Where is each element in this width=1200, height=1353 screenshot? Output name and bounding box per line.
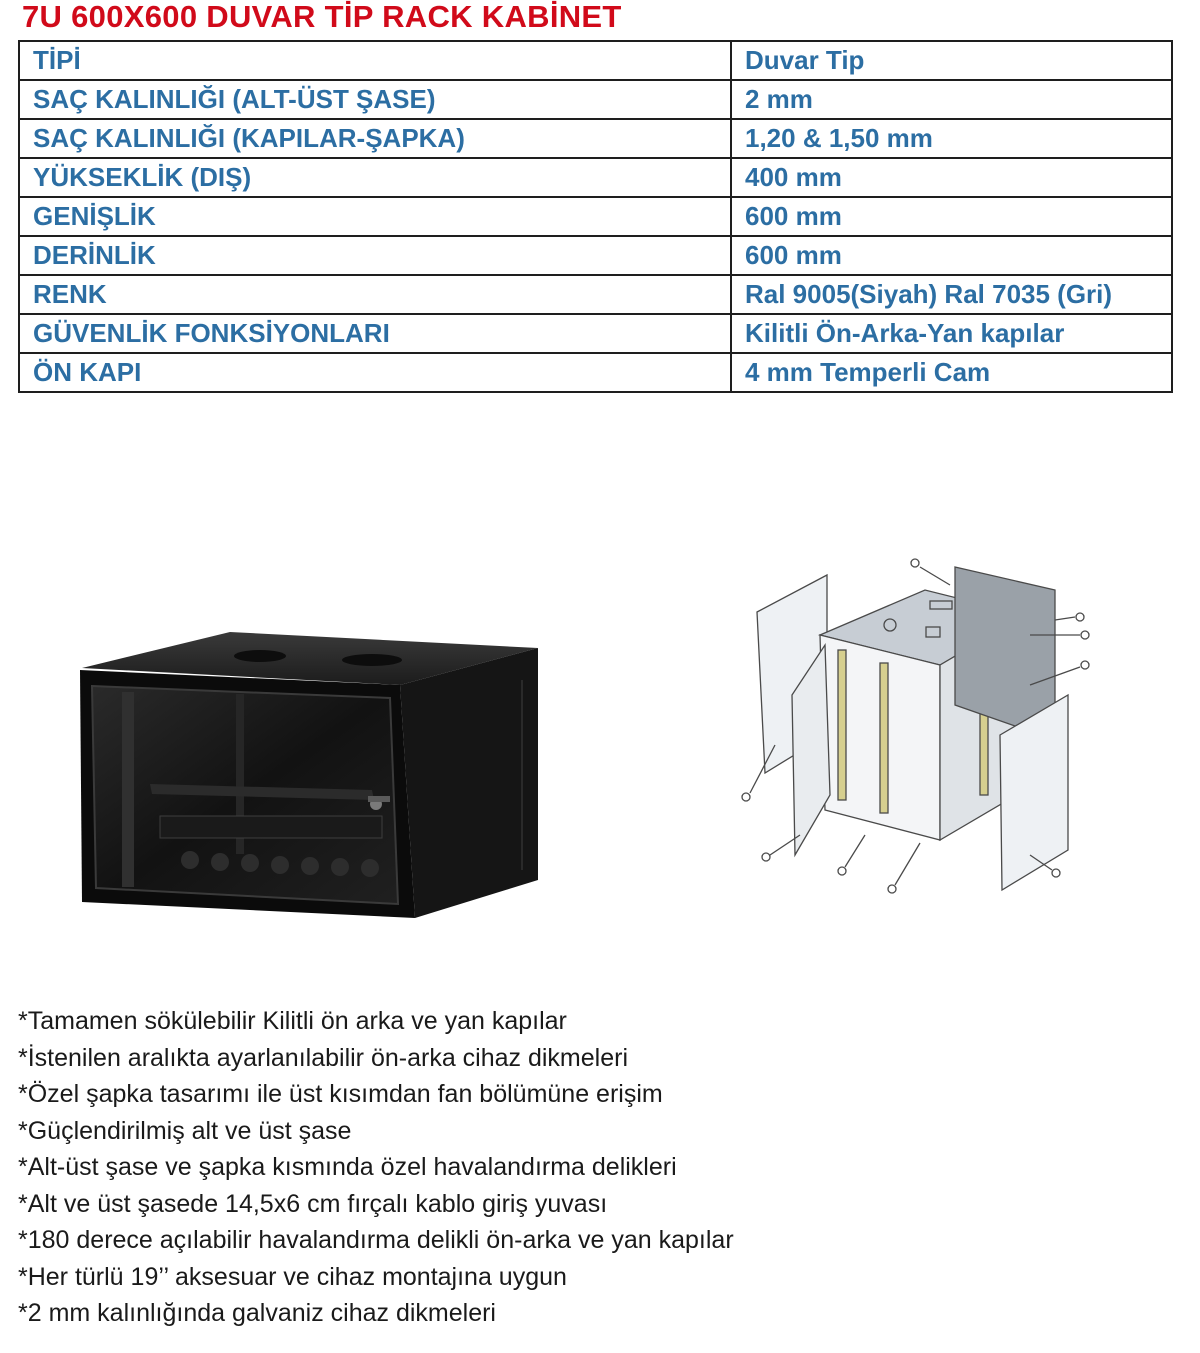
spec-value: 4 mm Temperli Cam	[731, 353, 1172, 392]
exploded-diagram	[730, 545, 1110, 905]
table-row	[19, 158, 1172, 197]
spec-label: DERİNLİK	[19, 236, 731, 275]
spec-value: Ral 9005(Siyah) Ral 7035 (Gri)	[731, 275, 1172, 314]
spec-label: SAÇ KALINLIĞI (ALT-ÜST ŞASE)	[19, 80, 731, 119]
list-item: *Alt-üst şase ve şapka kısmında özel havalandırma delikleri	[18, 1153, 677, 1181]
spec-value: 400 mm	[731, 158, 1172, 197]
spec-value: Kilitli Ön-Arka-Yan kapılar	[731, 314, 1172, 353]
list-item: *Güçlendirilmiş alt ve üst şase	[18, 1116, 352, 1145]
list-item: *Tamamen sökülebilir Kilitli ön arka ve yan kapılar	[18, 1007, 567, 1035]
table-row	[19, 353, 1172, 392]
list-item: *Alt ve üst şasede 14,5x6 cm fırçalı kablo giriş yuvası	[18, 1189, 608, 1218]
spec-label: ÖN KAPI	[19, 353, 731, 392]
list-item: *Her türlü 19’’ aksesuar ve cihaz montajına uygun	[18, 1262, 567, 1291]
table-row	[19, 236, 1172, 275]
spec-label: YÜKSEKLİK (DIŞ)	[19, 158, 731, 197]
spec-value: Duvar Tip	[731, 41, 1172, 80]
spec-label: RENK	[19, 275, 731, 314]
spec-value: 2 mm	[731, 80, 1172, 119]
spec-value: 1,20 & 1,50 mm	[731, 119, 1172, 158]
spec-label: GÜVENLİK FONKSİYONLARI	[19, 314, 731, 353]
list-item: *İstenilen aralıkta ayarlanılabilir ön-arka cihaz dikmeleri	[18, 1043, 628, 1072]
table-row	[19, 197, 1172, 236]
spec-value: 600 mm	[731, 197, 1172, 236]
spec-table	[18, 40, 1173, 393]
table-row	[19, 275, 1172, 314]
spec-value: 600 mm	[731, 236, 1172, 275]
page-title: 7U 600X600 DUVAR TİP RACK KABİNET	[22, 0, 622, 34]
feature-list	[18, 1003, 734, 1332]
list-item: *2 mm kalınlığında galvaniz cihaz dikmeleri	[18, 1299, 496, 1327]
table-row	[19, 119, 1172, 158]
spec-label: SAÇ KALINLIĞI (KAPILAR-ŞAPKA)	[19, 119, 731, 158]
table-row	[19, 80, 1172, 119]
spec-label: TİPİ	[19, 41, 731, 80]
spec-label: GENİŞLİK	[19, 197, 731, 236]
cabinet-photo	[60, 620, 560, 930]
list-item: *Özel şapka tasarımı ile üst kısımdan fan bölümüne erişim	[18, 1080, 663, 1108]
table-row	[19, 314, 1172, 353]
list-item: *180 derece açılabilir havalandırma delikli ön-arka ve yan kapılar	[18, 1226, 734, 1254]
table-row	[19, 41, 1172, 80]
